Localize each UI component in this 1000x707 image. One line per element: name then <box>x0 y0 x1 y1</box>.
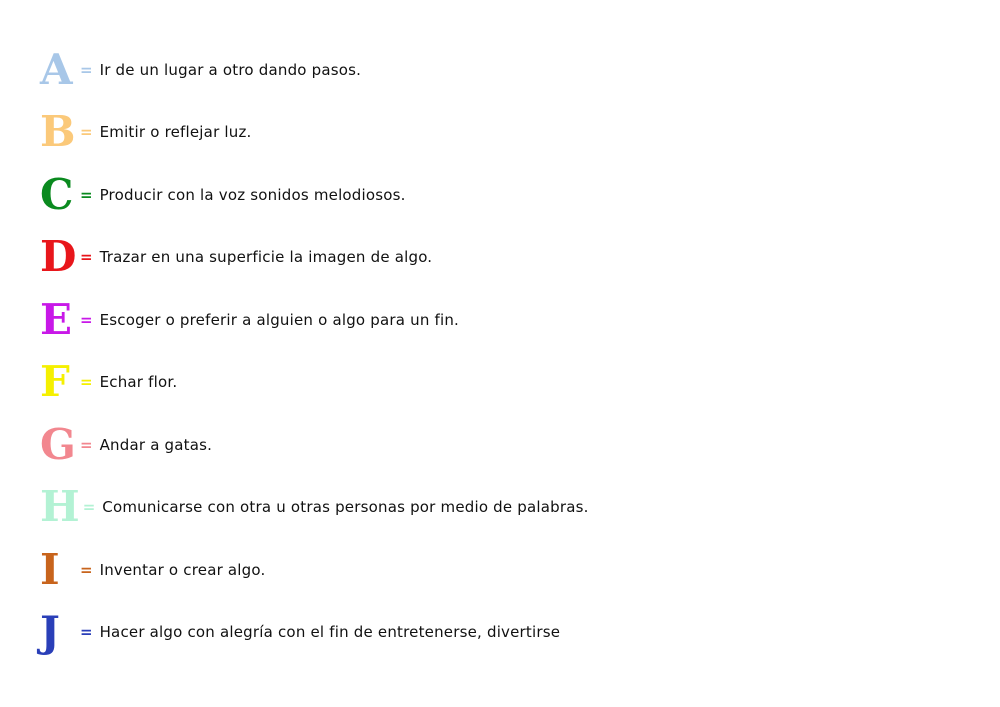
entry-h <box>40 482 589 532</box>
equals-sign: = <box>80 623 93 641</box>
letter-g: G <box>40 420 75 469</box>
entry-f <box>40 357 177 407</box>
letter-a: A <box>40 45 72 94</box>
equals-sign: = <box>80 123 93 141</box>
letter-e: E <box>40 295 72 344</box>
letter-f: F <box>40 357 69 406</box>
definition-e: Escoger o preferir a alguien o algo para un fin. <box>99 311 460 329</box>
equals-sign: = <box>80 373 93 391</box>
letter-j: J <box>40 607 59 656</box>
equals-sign: = <box>80 561 93 579</box>
equals-sign: = <box>80 61 93 79</box>
letter-c: C <box>40 170 73 219</box>
equals-sign: = <box>80 311 93 329</box>
definition-h: Comunicarse con otra u otras personas por medio de palabras. <box>102 498 589 516</box>
equals-sign: = <box>80 436 93 454</box>
letter-b: B <box>40 107 75 156</box>
entry-i <box>40 545 265 595</box>
equals-sign: = <box>80 186 93 204</box>
definition-j: Hacer algo con alegría con el fin de entretenerse, divertirse <box>99 623 561 641</box>
entry-b <box>40 107 252 157</box>
equals-sign: = <box>82 498 96 516</box>
entry-j <box>40 607 560 657</box>
equals-sign: = <box>80 248 93 266</box>
definition-d: Trazar en una superficie la imagen de algo. <box>99 248 433 266</box>
entry-c <box>40 170 406 220</box>
entry-g <box>40 420 212 470</box>
definition-g: Andar a gatas. <box>99 436 213 454</box>
definition-i: Inventar o crear algo. <box>99 561 266 579</box>
entry-a <box>40 45 361 95</box>
entry-e <box>40 295 459 345</box>
definition-f: Echar flor. <box>99 373 178 391</box>
definition-a: Ir de un lugar a otro dando pasos. <box>99 61 362 79</box>
letter-d: D <box>40 232 76 281</box>
entry-d <box>40 232 432 282</box>
letter-h: H <box>40 482 79 531</box>
letter-i: I <box>40 545 59 594</box>
definition-c: Producir con la voz sonidos melodiosos. <box>99 186 406 204</box>
definition-b: Emitir o reflejar luz. <box>99 123 252 141</box>
